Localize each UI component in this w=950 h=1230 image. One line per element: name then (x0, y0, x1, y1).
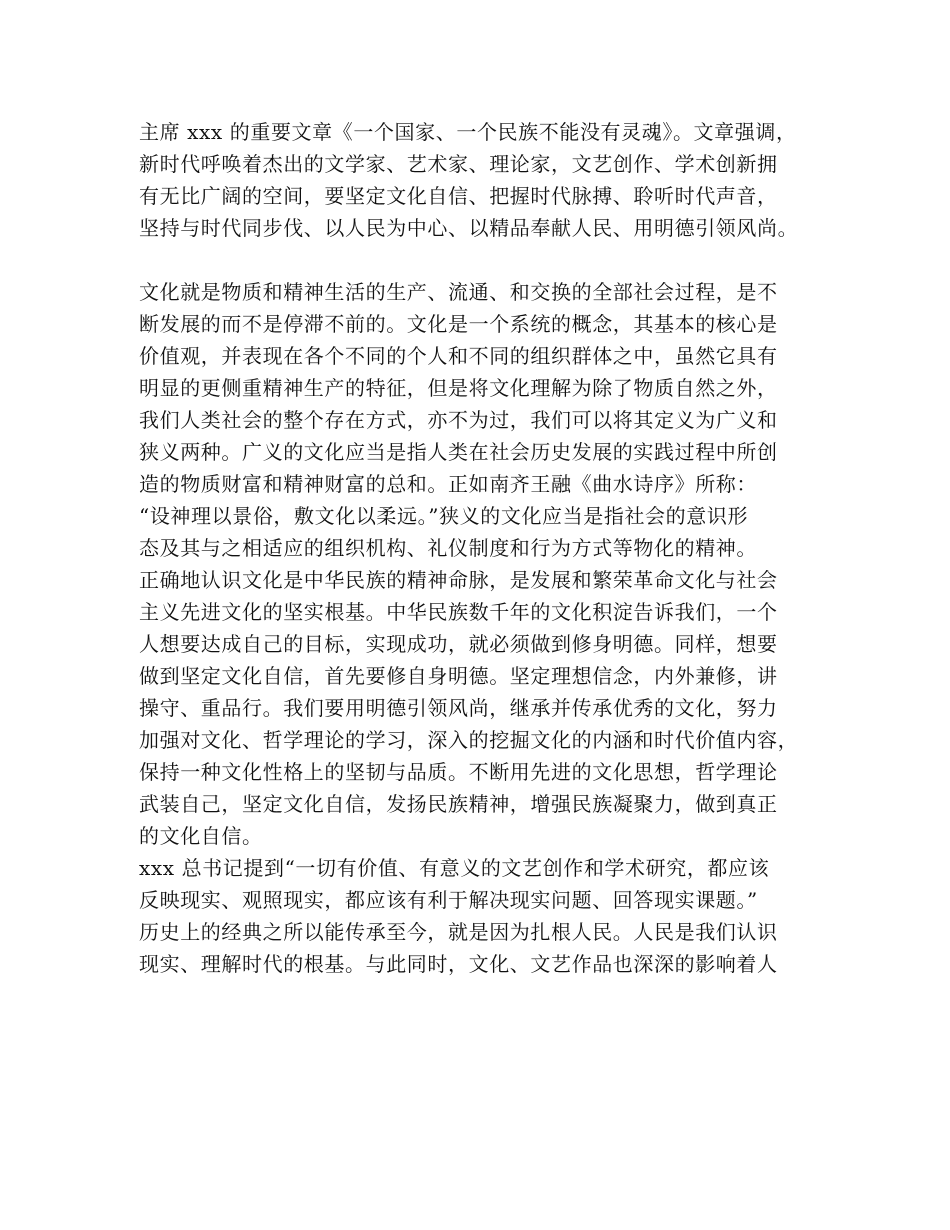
paragraph-4 (139, 852, 829, 980)
text-line: 武装自己，坚定文化自信，发扬民族精神，增强民族凝聚力，做到真正 (139, 792, 778, 816)
text-line: 现实、理解时代的根基。与此同时，文化、文艺作品也深深的影响着人 (139, 952, 778, 976)
text-line: 正确地认识文化是中华民族的精神命脉，是发展和繁荣革命文化与社会 (139, 568, 778, 592)
text-line: 态及其与之相适应的组织机构、礼仪制度和行为方式等物化的精神。 (139, 536, 757, 560)
text-line: xxx 总书记提到“一切有价值、有意义的文艺创作和学术研究，都应该 (139, 856, 770, 880)
text-line: 反映现实、观照现实，都应该有利于解决现实问题、回答现实课题。” (139, 888, 758, 912)
text-line: 做到坚定文化自信，首先要修自身明德。坚定理想信念，内外兼修，讲 (139, 664, 778, 688)
text-line: 加强对文化、哲学理论的学习，深入的挖掘文化的内涵和时代价值内容， (139, 728, 799, 752)
paragraph-1 (139, 116, 829, 244)
text-line: 造的物质财富和精神财富的总和。正如南齐王融《曲水诗序》所称： (139, 472, 757, 496)
paragraph-spacer (139, 244, 829, 276)
paragraph-2 (139, 276, 829, 564)
text-line: 新时代呼唤着杰出的文学家、艺术家、理论家，文艺创作、学术创新拥 (139, 152, 778, 176)
text-line: 操守、重品行。我们要用明德引领风尚，继承并传承优秀的文化，努力 (139, 696, 778, 720)
text-line: 主席 xxx 的重要文章《一个国家、一个民族不能没有灵魂》。文章强调， (139, 120, 797, 144)
text-line: 价值观，并表现在各个不同的个人和不同的组织群体之中，虽然它具有 (139, 344, 778, 368)
text-line: 人想要达成自己的目标，实现成功，就必须做到修身明德。同样，想要 (139, 632, 778, 656)
text-line: 坚持与时代同步伐、以人民为中心、以精品奉献人民、用明德引领风尚。 (139, 216, 799, 240)
text-line: 我们人类社会的整个存在方式，亦不为过，我们可以将其定义为广义和 (139, 408, 778, 432)
text-line: 断发展的而不是停滞不前的。文化是一个系统的概念，其基本的核心是 (139, 312, 778, 336)
text-line: 有无比广阔的空间，要坚定文化自信、把握时代脉搏、聆听时代声音， (139, 184, 778, 208)
paragraph-3 (139, 564, 829, 852)
text-line: 文化就是物质和精神生活的生产、流通、和交换的全部社会过程，是不 (139, 280, 778, 304)
text-line: 主义先进文化的坚实根基。中华民族数千年的文化积淀告诉我们，一个 (139, 600, 778, 624)
text-line: 历史上的经典之所以能传承至今，就是因为扎根人民。人民是我们认识 (139, 920, 778, 944)
text-line: 保持一种文化性格上的坚韧与品质。不断用先进的文化思想，哲学理论 (139, 760, 778, 784)
document-body (139, 116, 829, 980)
text-line: 明显的更侧重精神生产的特征，但是将文化理解为除了物质自然之外， (139, 376, 778, 400)
text-line: “设神理以景俗，敷文化以柔远。”狭义的文化应当是指社会的意识形 (139, 504, 749, 528)
text-line: 狭义两种。广义的文化应当是指人类在社会历史发展的实践过程中所创 (139, 440, 778, 464)
text-line: 的文化自信。 (139, 824, 263, 848)
